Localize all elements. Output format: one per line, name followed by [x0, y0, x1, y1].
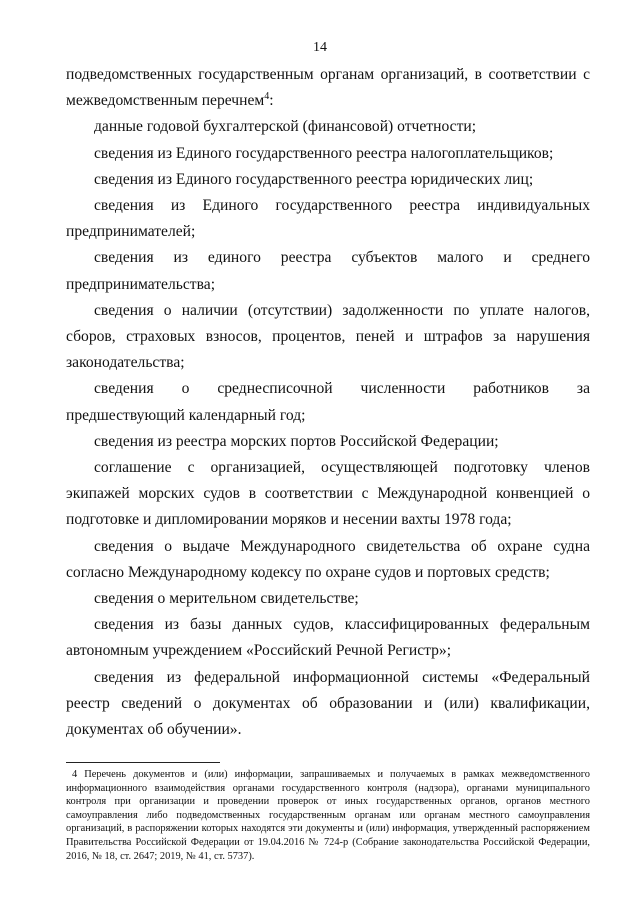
footnote-separator	[66, 762, 220, 763]
paragraph: сведения из единого реестра субъектов малого и среднего предпринимательства;	[66, 249, 590, 293]
paragraph: сведения из Единого государственного реестра юридических лиц;	[94, 170, 534, 188]
paragraph: сведения из Единого государственного реестра налогоплательщиков;	[94, 144, 554, 162]
footnote-reference: 4	[264, 91, 270, 103]
paragraph: сведения о выдаче Международного свидетельства об охране судна согласно Международному кодексу по охране судов и портовых средств;	[66, 537, 590, 581]
paragraph: сведения из Единого государственного реестра индивидуальных предпринимателей;	[66, 197, 590, 241]
paragraph: данные годовой бухгалтерской (финансовой) отчетности;	[94, 118, 477, 136]
paragraph: соглашение с организацией, осуществляющей подготовку членов экипажей морских судов в соответствии с Международной конвенцией о подготовке и дипломировании моряков и несении вахты 1978 года;	[66, 459, 590, 529]
paragraph: сведения о мерительном свидетельстве;	[94, 590, 359, 608]
document-body	[66, 62, 590, 743]
footnote-text: Перечень документов и (или) информации, запрашиваемых и получаемых в рамках межведомственного информационного взаимодействия органами государственного контроля (надзора), органами муниципального контроля при организации и проведении проверок от иных государственных органов, органов местного самоуправления либо подведомственных государственным органам или органам местного самоуправления организаций, в распоряжении которых находятся эти документы и (или) информация, утвержденный распоряжением Правительства Российской Федерации от 19.04.2016 № 724-р (Собрание законодательства Российской Федерации, 2016, № 18, ст. 2647; 2019, № 41, ст. 5737).	[66, 769, 590, 862]
footnote	[66, 768, 590, 863]
footnote-number: 4	[72, 769, 78, 780]
page-number: 14	[313, 40, 327, 55]
paragraph: подведомственных государственным органам организаций, в соответствии с межведомственным перечнем$^4$:	[66, 66, 590, 110]
paragraph: сведения из реестра морских портов Российской Федерации;	[94, 432, 499, 450]
paragraph: сведения о среднесписочной численности работников за предшествующий календарный год;	[66, 380, 590, 424]
paragraph: сведения о наличии (отсутствии) задолженности по уплате налогов, сборов, страховых взносов, процентов, пеней и штрафов за нарушения законодательства;	[66, 301, 590, 372]
paragraph: сведения из федеральной информационной системы «Федеральный реестр сведений о документах об образовании и (или) квалификации, документах об обучении».	[66, 668, 590, 739]
paragraph: сведения из базы данных судов, классифицированных федеральным автономным учреждением «Российский Речной Регистр»;	[66, 616, 590, 660]
